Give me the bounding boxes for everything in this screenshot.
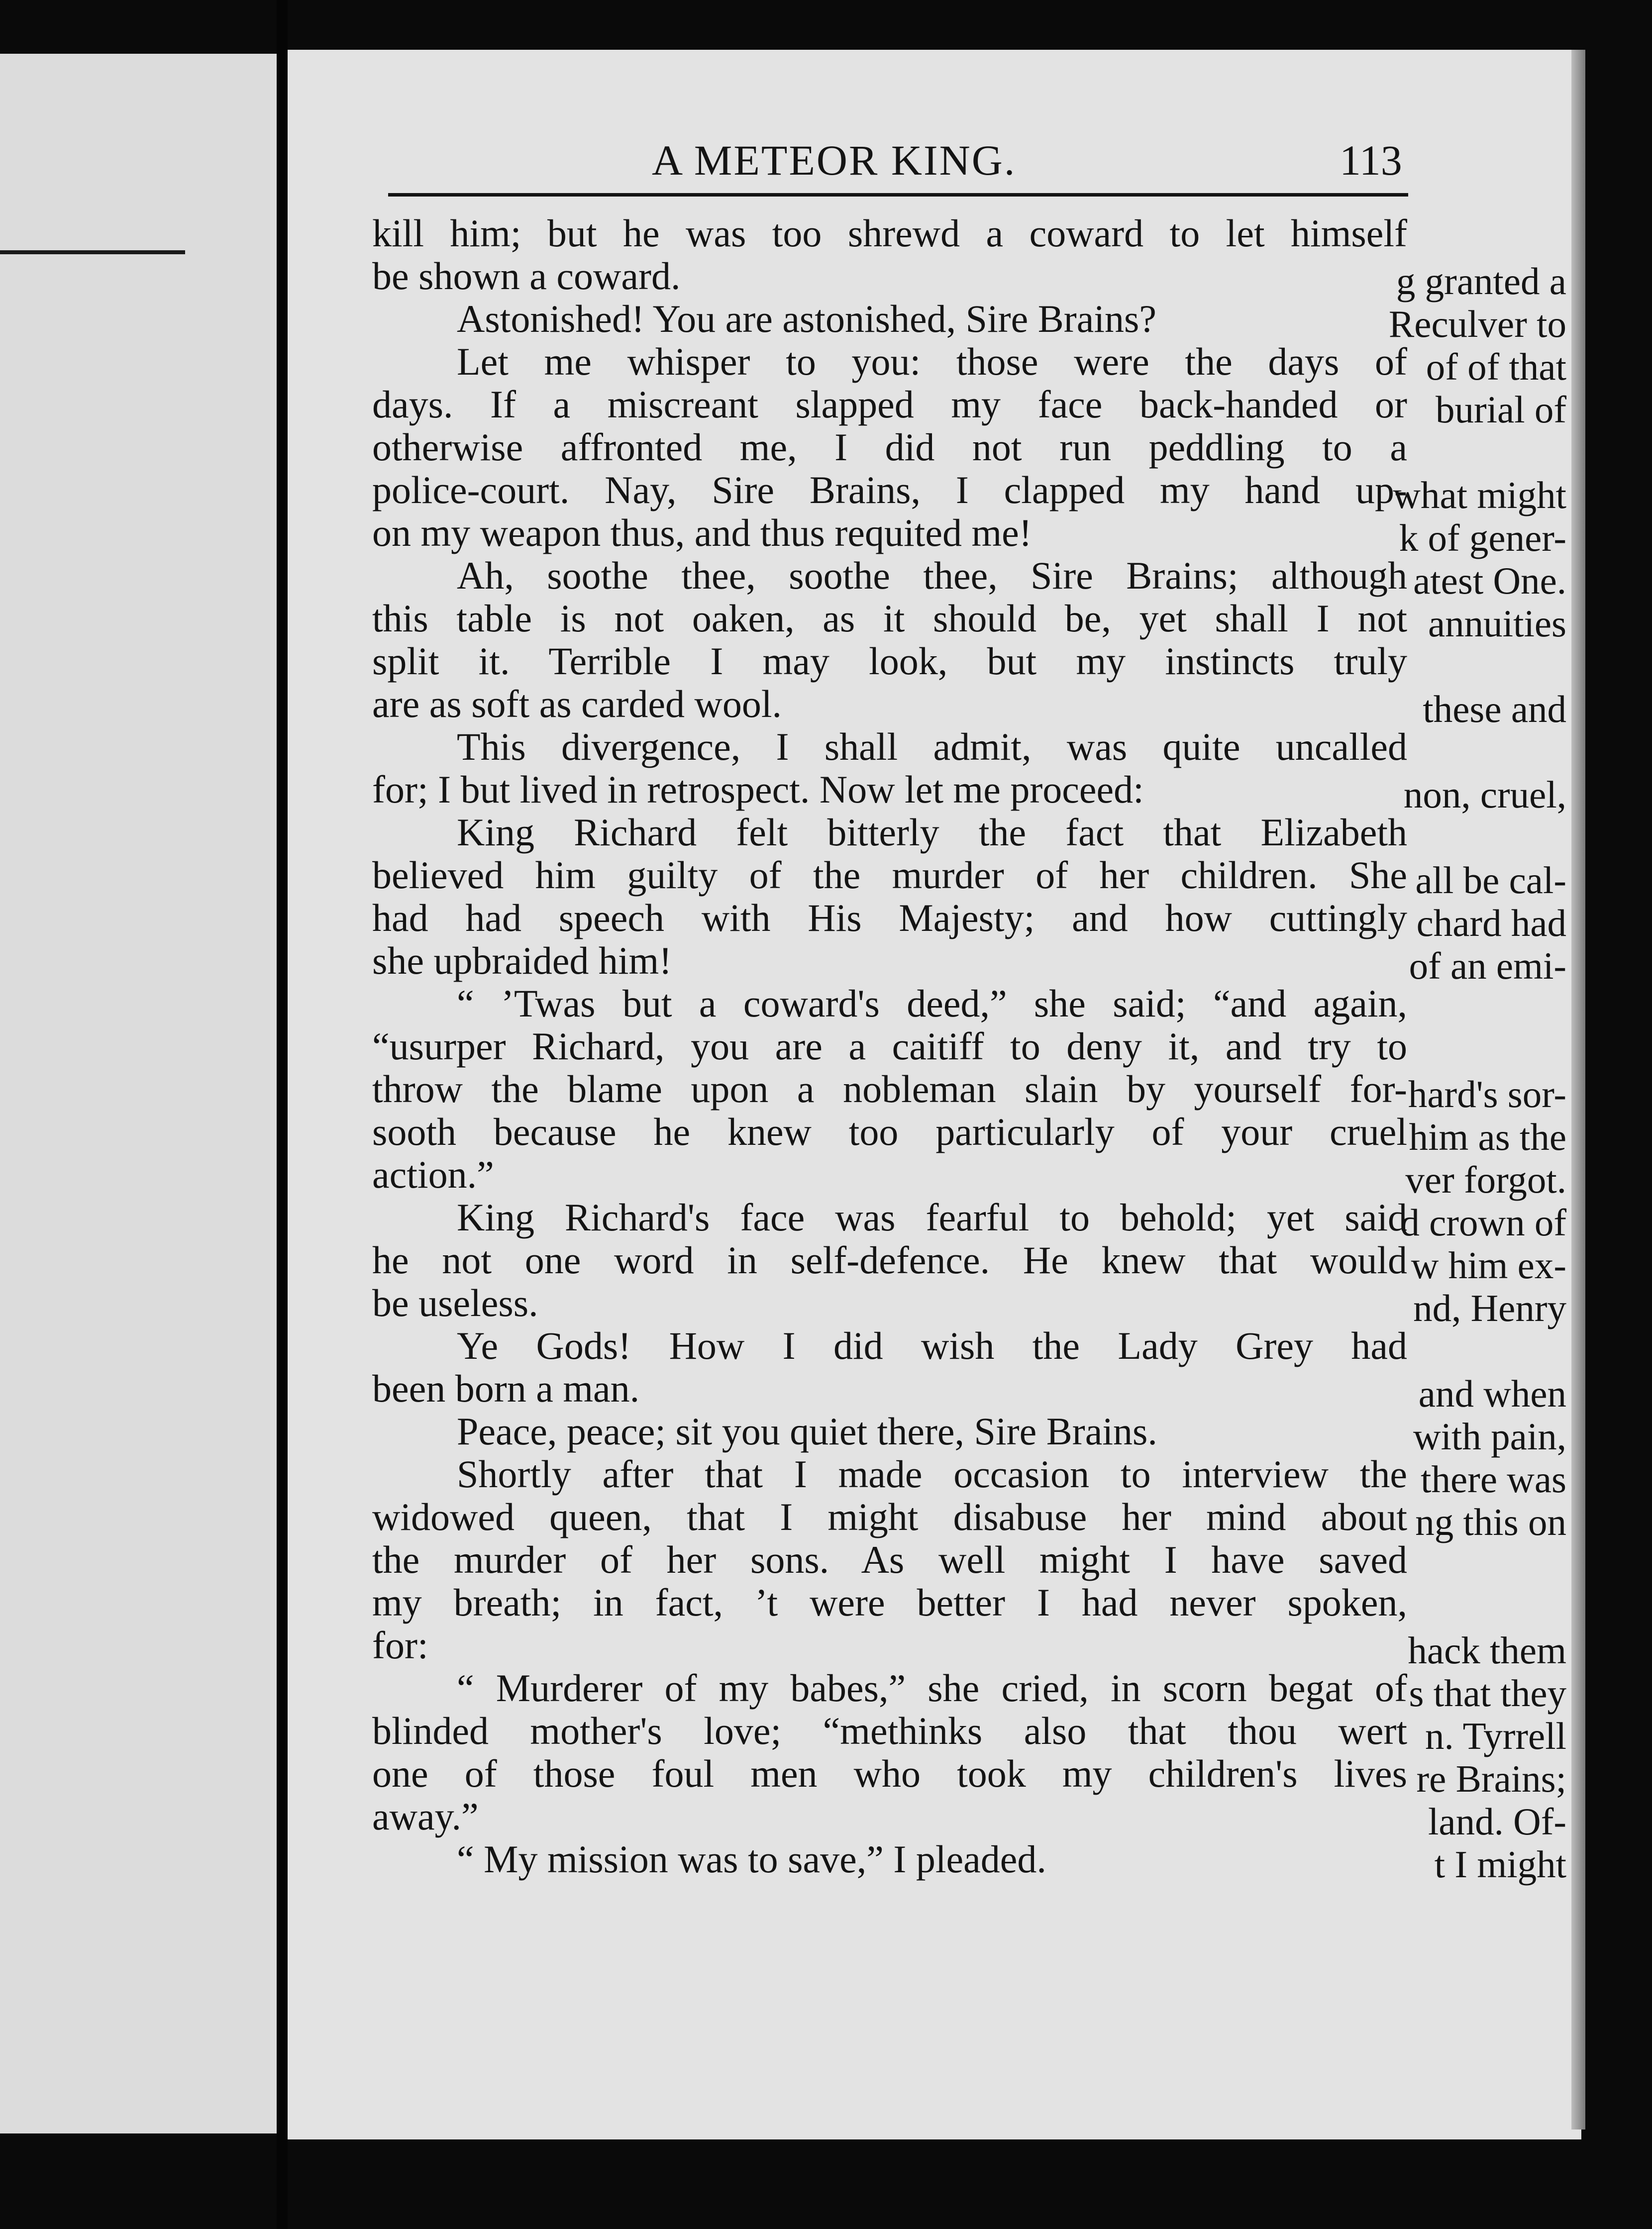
left-page-line: him as the	[1409, 1115, 1566, 1158]
body-line: for; I but lived in retrospect. Now let me proceed:	[372, 768, 1144, 811]
left-page-line: land. Of-	[1428, 1800, 1566, 1843]
left-page-line: n. Tyrrell	[1425, 1715, 1566, 1757]
left-page-line: all be cal-	[1415, 859, 1566, 902]
left-page-line: ng this on	[1415, 1501, 1566, 1543]
body-line: Peace, peace; sit you quiet there, Sire Brains.	[457, 1410, 1157, 1453]
left-page-line: nd, Henry	[1413, 1287, 1566, 1329]
left-page-line: and when	[1418, 1372, 1566, 1415]
left-page-line: atest One.	[1413, 559, 1566, 602]
left-page-header-rule	[0, 250, 185, 254]
left-page-line: annuities	[1428, 602, 1566, 645]
body-line: widowed queen, that I might disabuse her mind about	[372, 1495, 1407, 1538]
left-page-line: of of that	[1426, 345, 1566, 388]
left-page-line: Reculver to	[1388, 303, 1566, 345]
body-line: for:	[372, 1623, 428, 1667]
body-line: Ye Gods! How I did wish the Lady Grey had	[457, 1324, 1407, 1367]
body-line: be useless.	[372, 1281, 538, 1324]
page-number: 113	[1340, 136, 1402, 184]
body-line: Ah, soothe thee, soothe thee, Sire Brains; although	[457, 554, 1407, 597]
left-page-line: ver forgot.	[1405, 1158, 1566, 1201]
body-line: one of those foul men who took my children's lives	[372, 1752, 1407, 1795]
body-line: days. If a miscreant slapped my face back-handed or	[372, 383, 1407, 426]
body-line: been born a man.	[372, 1367, 640, 1410]
body-line: This divergence, I shall admit, was quite uncalled	[457, 725, 1407, 768]
left-page-line: hack them	[1408, 1629, 1566, 1672]
left-page-line: hard's sor-	[1408, 1073, 1566, 1115]
body-line: “ Murderer of my babes,” she cried, in scorn begat of	[457, 1666, 1407, 1710]
left-page-line: re Brains;	[1416, 1757, 1566, 1800]
body-line: action.”	[372, 1153, 494, 1196]
book-gutter	[277, 0, 288, 2229]
body-line: otherwise affronted me, I did not run peddling to a	[372, 425, 1407, 469]
body-line: he not one word in self-defence. He knew that would	[372, 1238, 1407, 1282]
body-line: the murder of her sons. As well might I have saved	[372, 1538, 1407, 1581]
body-line: split it. Terrible I may look, but my instincts truly	[372, 639, 1407, 683]
body-line: kill him; but he was too shrewd a coward to let himself	[372, 211, 1407, 255]
body-line: this table is not oaken, as it should be, yet shall I not	[372, 597, 1407, 640]
body-line: “ ’Twas but a coward's deed,” she said; “and again,	[457, 982, 1407, 1025]
left-page-line: d crown of	[1400, 1201, 1566, 1244]
body-line: throw the blame upon a nobleman slain by yourself for-	[372, 1067, 1407, 1111]
body-line: on my weapon thus, and thus requited me!	[372, 511, 1032, 554]
body-line: police-court. Nay, Sire Brains, I clapped my hand up-	[372, 468, 1407, 511]
body-line: had had speech with His Majesty; and how cuttingly	[372, 896, 1407, 939]
left-page-line: chard had	[1416, 902, 1566, 944]
left-page-line: s that they	[1409, 1672, 1566, 1715]
left-page-line: there was	[1421, 1458, 1566, 1501]
left-page-line: w him ex-	[1411, 1244, 1566, 1287]
body-line: she upbraided him!	[372, 939, 672, 982]
body-line: believed him guilty of the murder of her children. She	[372, 853, 1407, 897]
body-line: “usurper Richard, you are a caitiff to deny it, and try to	[372, 1024, 1407, 1068]
left-page-line: g granted a	[1396, 260, 1566, 303]
body-line: are as soft as carded wool.	[372, 682, 782, 725]
body-line: sooth because he knew too particularly of your cruel	[372, 1110, 1407, 1153]
left-page-line: of an emi-	[1409, 944, 1566, 987]
body-line: blinded mother's love; “methinks also that thou wert	[372, 1709, 1407, 1752]
body-line: be shown a coward.	[372, 254, 681, 298]
left-page-line: these and	[1423, 688, 1566, 730]
left-page-line: non, cruel,	[1403, 773, 1566, 816]
left-page-fragment	[0, 54, 280, 2133]
body-line: Let me whisper to you: those were the days of	[457, 340, 1407, 383]
body-line: King Richard's face was fearful to behold; yet said	[457, 1196, 1407, 1239]
body-line: Shortly after that I made occasion to interview the	[457, 1452, 1407, 1496]
header-rule	[388, 193, 1408, 197]
left-page-line: t I might	[1434, 1843, 1566, 1886]
body-line: “ My mission was to save,” I pleaded.	[457, 1837, 1046, 1881]
left-page-line: burial of	[1436, 388, 1566, 431]
running-title: A METEOR KING.	[652, 136, 1017, 184]
body-line: Astonished! You are astonished, Sire Brains?	[457, 297, 1157, 340]
left-page-line: k of gener-	[1399, 516, 1566, 559]
page-edge-shadow	[1571, 50, 1585, 2129]
body-line: King Richard felt bitterly the fact that Elizabeth	[457, 811, 1407, 854]
body-line: away.”	[372, 1795, 479, 1838]
left-page-line: with pain,	[1413, 1415, 1566, 1458]
left-page-line: what might	[1393, 474, 1566, 516]
body-line: my breath; in fact, ’t were better I had never spoken,	[372, 1581, 1407, 1624]
